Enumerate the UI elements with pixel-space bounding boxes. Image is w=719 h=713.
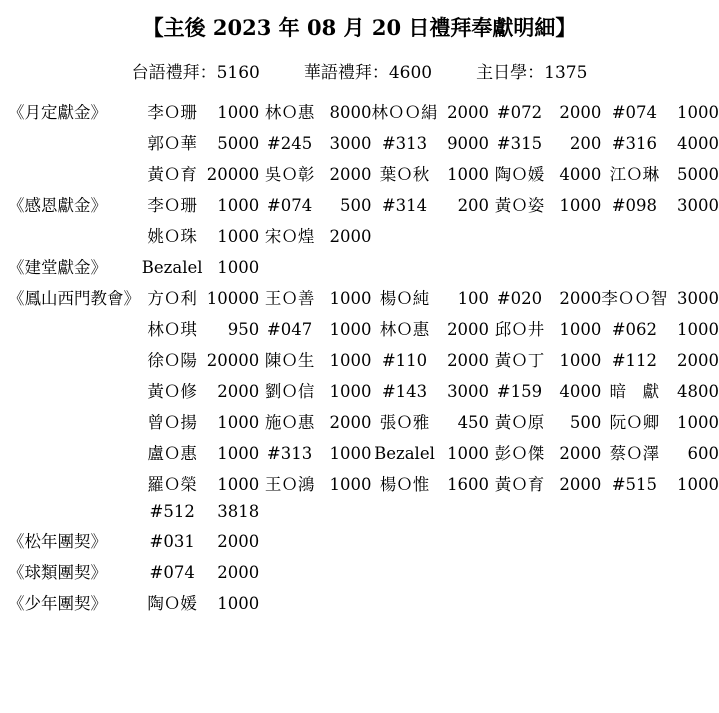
- donor-name: #112: [611, 350, 658, 370]
- donor-amount: [320, 498, 372, 524]
- donor-name: [489, 250, 550, 281]
- category-label: 《建堂獻金》: [8, 257, 107, 277]
- donor-name: [489, 498, 550, 524]
- donor-amount: [667, 586, 719, 617]
- donor-amount: 1000: [217, 257, 260, 277]
- donor-amount: 3000: [329, 133, 372, 153]
- summary-colon-1: ：: [371, 63, 389, 83]
- donor-name: 吳Ｏ彰: [264, 164, 315, 184]
- donor-name: [601, 524, 667, 555]
- donor-name: #313: [266, 443, 313, 463]
- donor-amount: 1000: [217, 412, 260, 432]
- donor-name: 黃Ｏ姿: [494, 195, 545, 215]
- table-row: [8, 157, 719, 188]
- service-totals-row: [0, 58, 719, 83]
- donor-name: [601, 219, 667, 250]
- donor-name: [259, 250, 320, 281]
- donor-amount: 2000: [217, 381, 260, 401]
- donor-amount: 3000: [447, 381, 490, 401]
- donor-name: #245: [266, 133, 313, 153]
- donor-amount: [667, 498, 719, 524]
- table-row: [8, 281, 719, 312]
- donor-amount: 2000: [447, 350, 490, 370]
- donor-amount: 200: [457, 195, 490, 215]
- page-title: 【主後 2023 年 08 月 20 日禮拜奉獻明細】: [142, 15, 577, 40]
- donor-name: 邱Ｏ井: [494, 319, 545, 339]
- donor-amount: [438, 524, 490, 555]
- donor-amount: 450: [457, 412, 490, 432]
- donor-name: 施Ｏ惠: [264, 412, 315, 432]
- summary-item-mandarin: [304, 58, 432, 83]
- donor-name: 楊Ｏ純: [379, 288, 430, 308]
- donor-amount: 1000: [559, 350, 602, 370]
- donor-amount: 3000: [677, 195, 719, 215]
- donor-amount: 1000: [329, 319, 372, 339]
- donor-name: 張Ｏ雅: [379, 412, 430, 432]
- donor-name: Bezalel: [141, 257, 203, 277]
- donor-name: 林Ｏ惠: [379, 319, 430, 339]
- summary-label-sundayschool: 主日學: [476, 63, 528, 83]
- donor-name: 黃Ｏ育: [494, 474, 545, 494]
- donor-amount: 100: [457, 288, 490, 308]
- donor-amount: 2000: [559, 443, 602, 463]
- donor-name: #031: [149, 531, 195, 551]
- donor-amount: 4000: [559, 164, 602, 184]
- category-label-empty: [8, 436, 140, 467]
- category-label: 《感恩獻金》: [8, 195, 107, 215]
- donor-name: #316: [611, 133, 658, 153]
- summary-value-sundayschool: 1375: [544, 63, 588, 83]
- donor-amount: 1000: [559, 319, 602, 339]
- donor-amount: 8000: [329, 102, 372, 122]
- offering-detail-page: [0, 12, 719, 713]
- donor-name: 黃Ｏ育: [147, 164, 197, 184]
- summary-value-taiwanese: 5160: [216, 63, 260, 83]
- donor-name: #062: [611, 319, 658, 339]
- table-row: [8, 95, 719, 126]
- donor-amount: [438, 250, 490, 281]
- donor-amount: [320, 524, 372, 555]
- category-label: 《球類團契》: [8, 562, 107, 582]
- donor-name: 黃Ｏ丁: [494, 350, 545, 370]
- donor-name: 盧Ｏ惠: [147, 443, 197, 463]
- table-row: [8, 250, 719, 281]
- summary-value-mandarin: 4600: [388, 63, 433, 83]
- donor-amount: 1000: [217, 593, 260, 613]
- donor-name: #515: [611, 474, 658, 494]
- donor-amount: [550, 524, 602, 555]
- donor-amount: 2000: [329, 412, 372, 432]
- summary-item-sundayschool: [476, 58, 587, 83]
- donor-name: 彭Ｏ傑: [494, 443, 545, 463]
- donor-name: [601, 555, 667, 586]
- table-row: [8, 436, 719, 467]
- donor-amount: 2000: [447, 102, 490, 122]
- donor-amount: 4000: [559, 381, 602, 401]
- donor-name: Bezalel: [374, 443, 435, 463]
- donor-name: [259, 498, 320, 524]
- donor-name: 姚Ｏ珠: [147, 226, 197, 246]
- donor-amount: 1000: [677, 319, 719, 339]
- donor-name: 李Ｏ珊: [147, 195, 197, 215]
- table-row: [8, 126, 719, 157]
- donor-name: 楊Ｏ惟: [379, 474, 430, 494]
- donor-name: [259, 586, 320, 617]
- donor-amount: 1000: [329, 443, 372, 463]
- donor-amount: 1000: [447, 164, 490, 184]
- donor-name: #313: [381, 133, 428, 153]
- donor-name: #074: [266, 195, 313, 215]
- donor-amount: [320, 555, 372, 586]
- category-label: 《松年團契》: [8, 531, 107, 551]
- donor-amount: 1000: [217, 474, 260, 494]
- offering-table: [8, 95, 719, 617]
- table-row: [8, 524, 719, 555]
- summary-label-mandarin: 華語禮拜: [303, 63, 372, 83]
- donor-name: #512: [149, 501, 195, 521]
- donor-name: 郭Ｏ華: [147, 133, 197, 153]
- donor-name: 徐Ｏ陽: [147, 350, 197, 370]
- donor-name: #074: [611, 102, 658, 122]
- donor-name: 宋Ｏ煌: [264, 226, 315, 246]
- donor-amount: 2000: [559, 102, 602, 122]
- donor-amount: [550, 555, 602, 586]
- donor-name: #314: [381, 195, 428, 215]
- donor-amount: 1000: [677, 412, 719, 432]
- donor-amount: 1000: [217, 226, 260, 246]
- donor-amount: [438, 219, 490, 250]
- category-label-empty: [8, 126, 140, 157]
- donor-name: 曾Ｏ揚: [147, 412, 197, 432]
- donor-name: 林Ｏ惠: [264, 102, 315, 122]
- donor-name: 阮Ｏ卿: [609, 412, 660, 432]
- donor-name: 劉Ｏ信: [264, 381, 315, 401]
- donor-amount: [550, 498, 602, 524]
- donor-amount: 2000: [217, 562, 260, 582]
- donor-name: [372, 555, 438, 586]
- donor-amount: 2000: [329, 226, 372, 246]
- donor-name: 黃Ｏ修: [147, 381, 197, 401]
- donor-name: 陶Ｏ媛: [147, 593, 197, 613]
- table-row: [8, 343, 719, 374]
- donor-amount: 2000: [447, 319, 490, 339]
- category-label-empty: [8, 312, 140, 343]
- table-row: [8, 586, 719, 617]
- donor-name: [601, 250, 667, 281]
- donor-amount: 1000: [329, 474, 372, 494]
- donor-amount: 950: [227, 319, 260, 339]
- donor-name: 李ＯＯ智: [601, 288, 668, 308]
- category-label-empty: [8, 374, 140, 405]
- donor-name: 黃Ｏ原: [494, 412, 545, 432]
- table-row: [8, 219, 719, 250]
- donor-amount: [550, 250, 602, 281]
- donor-amount: 20000: [206, 350, 260, 370]
- donor-name: 江Ｏ琳: [609, 164, 660, 184]
- donor-name: 羅Ｏ榮: [147, 474, 197, 494]
- donor-amount: 2000: [217, 531, 260, 551]
- donor-name: #072: [496, 102, 543, 122]
- donor-name: [372, 586, 438, 617]
- donor-amount: [438, 586, 490, 617]
- summary-colon-2: ：: [527, 63, 545, 83]
- donor-amount: 5000: [217, 133, 260, 153]
- donor-amount: [438, 555, 490, 586]
- donor-name: 林ＯＯ絹: [371, 102, 438, 122]
- donor-name: [489, 586, 550, 617]
- donor-amount: 2000: [559, 288, 602, 308]
- donor-name: #315: [496, 133, 543, 153]
- category-label-empty: [8, 157, 140, 188]
- donor-name: #110: [381, 350, 428, 370]
- donor-amount: 500: [340, 195, 372, 215]
- donor-amount: 3000: [677, 288, 719, 308]
- donor-name: #098: [611, 195, 658, 215]
- donor-amount: 600: [687, 443, 719, 463]
- donor-name: 王Ｏ鴻: [264, 474, 315, 494]
- summary-colon-0: ：: [199, 63, 217, 83]
- donor-amount: 4800: [677, 381, 719, 401]
- donor-amount: 2000: [329, 164, 372, 184]
- table-row: [8, 188, 719, 219]
- donor-amount: 1000: [329, 288, 372, 308]
- donor-name: [372, 524, 438, 555]
- category-label-empty: [8, 405, 140, 436]
- donor-amount: 3818: [217, 501, 260, 521]
- category-label-empty: [8, 343, 140, 374]
- donor-amount: [550, 586, 602, 617]
- donor-name: [489, 555, 550, 586]
- category-label: 《月定獻金》: [8, 102, 107, 122]
- donor-amount: 1000: [677, 474, 719, 494]
- donor-name: 王Ｏ善: [264, 288, 315, 308]
- donor-amount: 20000: [206, 164, 260, 184]
- donor-amount: [667, 555, 719, 586]
- donor-name: [259, 555, 320, 586]
- donor-amount: [667, 250, 719, 281]
- donor-name: 葉Ｏ秋: [379, 164, 430, 184]
- donor-amount: 2000: [677, 350, 719, 370]
- donor-amount: 1000: [217, 443, 260, 463]
- table-row: [8, 405, 719, 436]
- table-row: [8, 312, 719, 343]
- donor-amount: 5000: [677, 164, 719, 184]
- donor-name: #159: [496, 381, 543, 401]
- donor-name: [259, 524, 320, 555]
- donor-name: [372, 498, 438, 524]
- donor-amount: 1000: [447, 443, 490, 463]
- donor-name: [489, 524, 550, 555]
- donor-amount: 10000: [206, 288, 260, 308]
- donor-name: 陳Ｏ生: [264, 350, 315, 370]
- donor-amount: 500: [569, 412, 602, 432]
- category-label-empty: [8, 498, 140, 524]
- category-label: 《少年團契》: [8, 593, 107, 613]
- donor-amount: 1000: [677, 102, 719, 122]
- category-label-empty: [8, 467, 140, 498]
- donor-name: #047: [266, 319, 313, 339]
- donor-amount: [667, 524, 719, 555]
- donor-amount: [438, 498, 490, 524]
- donor-amount: [320, 586, 372, 617]
- donor-name: [489, 219, 550, 250]
- table-row: [8, 374, 719, 405]
- summary-label-taiwanese: 台語禮拜: [131, 63, 200, 83]
- donor-amount: [550, 219, 602, 250]
- donor-name: 陶Ｏ媛: [494, 164, 545, 184]
- donor-amount: 1000: [559, 195, 602, 215]
- table-row: [8, 467, 719, 498]
- donor-amount: 1600: [447, 474, 490, 494]
- donor-name: [372, 250, 438, 281]
- donor-amount: 2000: [559, 474, 602, 494]
- donor-name: #074: [149, 562, 195, 582]
- donor-name: 暗 獻: [609, 381, 660, 401]
- donor-amount: [320, 250, 372, 281]
- summary-item-taiwanese: [132, 58, 260, 83]
- donor-amount: 9000: [447, 133, 490, 153]
- donor-name: 蔡Ｏ澤: [609, 443, 660, 463]
- category-label: 《鳳山西門教會》: [8, 288, 140, 308]
- donor-amount: 4000: [677, 133, 719, 153]
- donor-name: 林Ｏ琪: [147, 319, 197, 339]
- donor-amount: 1000: [329, 381, 372, 401]
- donor-amount: 1000: [329, 350, 372, 370]
- category-label-empty: [8, 219, 140, 250]
- donor-amount: 1000: [217, 102, 260, 122]
- table-row: [8, 498, 719, 524]
- donor-name: [601, 586, 667, 617]
- table-row: [8, 555, 719, 586]
- donor-amount: 1000: [217, 195, 260, 215]
- donor-name: [601, 498, 667, 524]
- donor-name: 方Ｏ利: [147, 288, 197, 308]
- donor-name: #143: [381, 381, 428, 401]
- donor-amount: 200: [569, 133, 602, 153]
- donor-name: #020: [496, 288, 543, 308]
- donor-name: [372, 219, 438, 250]
- donor-amount: [667, 219, 719, 250]
- donor-name: 李Ｏ珊: [147, 102, 197, 122]
